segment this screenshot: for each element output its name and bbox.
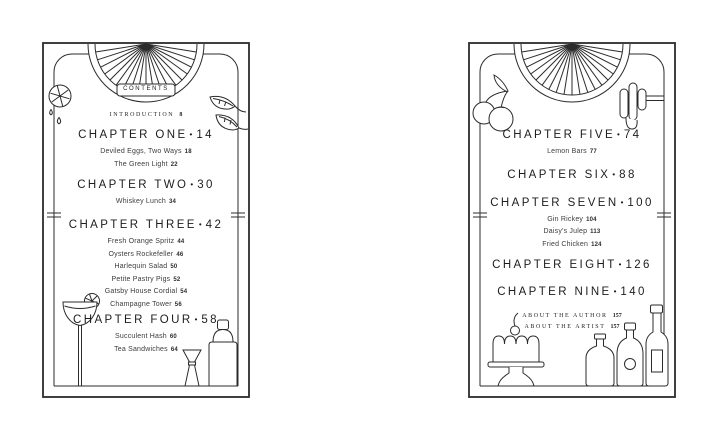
recipe-page-number: 22 — [170, 161, 178, 168]
recipe-entry — [468, 146, 676, 158]
chapter-five-block — [468, 129, 676, 158]
recipe-name: Daisy's Julep — [543, 228, 588, 236]
chapter-one-block — [42, 129, 250, 171]
chapter-heading — [468, 259, 676, 271]
recipe-entry — [42, 146, 250, 159]
chapter-title: CHAPTER EIGHT — [492, 259, 617, 271]
chapter-heading — [468, 286, 676, 298]
separator-dot: • — [618, 260, 622, 269]
chapter-eight-block — [468, 259, 676, 271]
recipe-name: Oysters Rockefeller — [108, 250, 174, 258]
chapter-title: CHAPTER FOUR — [73, 314, 193, 326]
contents-page-right — [468, 42, 676, 398]
chapter-page-number: 58 — [201, 314, 219, 326]
recipe-name: The Green Light — [114, 160, 168, 168]
about-the-author-entry — [468, 311, 676, 322]
honey-dipper-icon — [620, 83, 664, 129]
chapter-title: CHAPTER SIX — [507, 169, 611, 181]
introduction-page-number: 8 — [179, 112, 183, 118]
recipe-entry — [42, 159, 250, 172]
recipe-entry — [42, 274, 250, 287]
recipe-entry — [42, 196, 250, 209]
chapter-heading — [42, 219, 250, 231]
chapter-title: CHAPTER FIVE — [502, 129, 616, 141]
recipe-page-number: 18 — [184, 149, 192, 155]
chapter-six-block — [468, 169, 676, 181]
recipe-page-number: 124 — [591, 241, 602, 248]
recipe-entry — [42, 344, 250, 357]
chapter-three-block — [42, 219, 250, 311]
recipe-name: Deviled Eggs, Two Ways — [100, 148, 182, 155]
chapter-title: CHAPTER NINE — [497, 286, 612, 298]
separator-dot: • — [613, 287, 617, 296]
recipe-list — [468, 214, 676, 251]
chapter-four-block — [42, 314, 250, 356]
chapter-heading — [42, 179, 250, 191]
recipe-page-number: 56 — [174, 301, 182, 308]
contents-page-left — [42, 42, 250, 398]
recipe-page-number: 50 — [170, 264, 178, 270]
chapter-heading — [468, 169, 676, 181]
chapter-title: CHAPTER THREE — [68, 219, 197, 231]
recipe-name: Lemon Bars — [547, 148, 587, 155]
recipe-entry — [42, 261, 250, 274]
chapter-heading — [42, 314, 250, 326]
recipe-page-number: 34 — [169, 199, 177, 205]
recipe-name: Fresh Orange Spritz — [107, 238, 175, 245]
chapter-page-number: 88 — [619, 169, 637, 181]
about-author-page-number: 157 — [612, 313, 622, 319]
recipe-entry — [42, 331, 250, 344]
recipe-page-number: 113 — [590, 229, 601, 236]
recipe-entry — [42, 236, 250, 249]
separator-dot: • — [189, 130, 193, 139]
separator-dot: • — [612, 170, 616, 179]
recipe-page-number: 46 — [176, 251, 184, 258]
chapter-page-number: 74 — [623, 129, 642, 141]
recipe-entry — [468, 239, 676, 251]
chapter-page-number: 140 — [620, 286, 647, 298]
recipe-name: Petite Pastry Pigs — [111, 275, 171, 283]
recipe-entry — [468, 214, 676, 226]
recipe-page-number: 44 — [177, 239, 185, 245]
recipe-name: Champagne Tower — [110, 300, 172, 308]
recipe-entry — [468, 226, 676, 238]
about-the-artist-entry — [468, 322, 676, 333]
chapter-seven-block — [468, 197, 676, 251]
recipe-entry — [42, 286, 250, 299]
recipe-name: Fried Chicken — [542, 240, 589, 248]
flask-bottle-icon — [586, 334, 614, 386]
chapter-two-block — [42, 179, 250, 209]
recipe-list — [42, 196, 250, 209]
separator-dot: • — [620, 198, 624, 207]
chapter-page-number: 14 — [196, 129, 214, 141]
recipe-name: Gatsby House Cordial — [104, 288, 178, 295]
recipe-list — [42, 236, 250, 311]
recipe-page-number: 60 — [169, 334, 177, 340]
introduction-label: INTRODUCTION — [109, 112, 175, 118]
chapter-page-number: 100 — [627, 197, 654, 209]
recipe-list — [468, 146, 676, 158]
cherries-icon — [473, 75, 513, 131]
recipe-name: Succulent Hash — [115, 333, 167, 340]
contents-title: CONTENTS — [123, 86, 169, 92]
recipe-name: Tea Sandwiches — [114, 345, 168, 353]
recipe-entry — [42, 249, 250, 262]
chapter-heading — [468, 129, 676, 141]
chapter-heading — [42, 129, 250, 141]
chapter-title: CHAPTER TWO — [77, 179, 189, 191]
chapter-title: CHAPTER ONE — [78, 129, 188, 141]
separator-dot: • — [194, 315, 198, 324]
chapter-title: CHAPTER SEVEN — [490, 197, 619, 209]
recipe-name: Whiskey Lunch — [115, 198, 166, 205]
recipe-list — [42, 146, 250, 171]
about-artist-page-number: 157 — [610, 324, 620, 330]
chapter-nine-block — [468, 286, 676, 298]
separator-dot: • — [617, 130, 620, 139]
introduction-entry — [42, 112, 250, 118]
recipe-page-number: 64 — [170, 346, 178, 353]
about-author-label: ABOUT THE AUTHOR — [522, 313, 608, 319]
about-artist-label: ABOUT THE ARTIST — [524, 324, 606, 330]
recipe-name: Gin Rickey — [547, 216, 584, 223]
chapter-heading — [468, 197, 676, 209]
chapter-page-number: 30 — [197, 179, 215, 191]
recipe-page-number: 52 — [173, 276, 181, 283]
chapter-page-number: 126 — [625, 259, 652, 271]
recipe-list — [42, 331, 250, 356]
separator-dot: • — [190, 180, 194, 189]
separator-dot: • — [198, 220, 202, 229]
recipe-entry — [42, 299, 250, 312]
recipe-page-number: 104 — [586, 217, 597, 223]
recipe-page-number: 54 — [180, 289, 188, 295]
recipe-name: Harlequin Salad — [114, 263, 168, 270]
chapter-page-number: 42 — [205, 219, 224, 231]
recipe-page-number: 77 — [589, 149, 597, 155]
